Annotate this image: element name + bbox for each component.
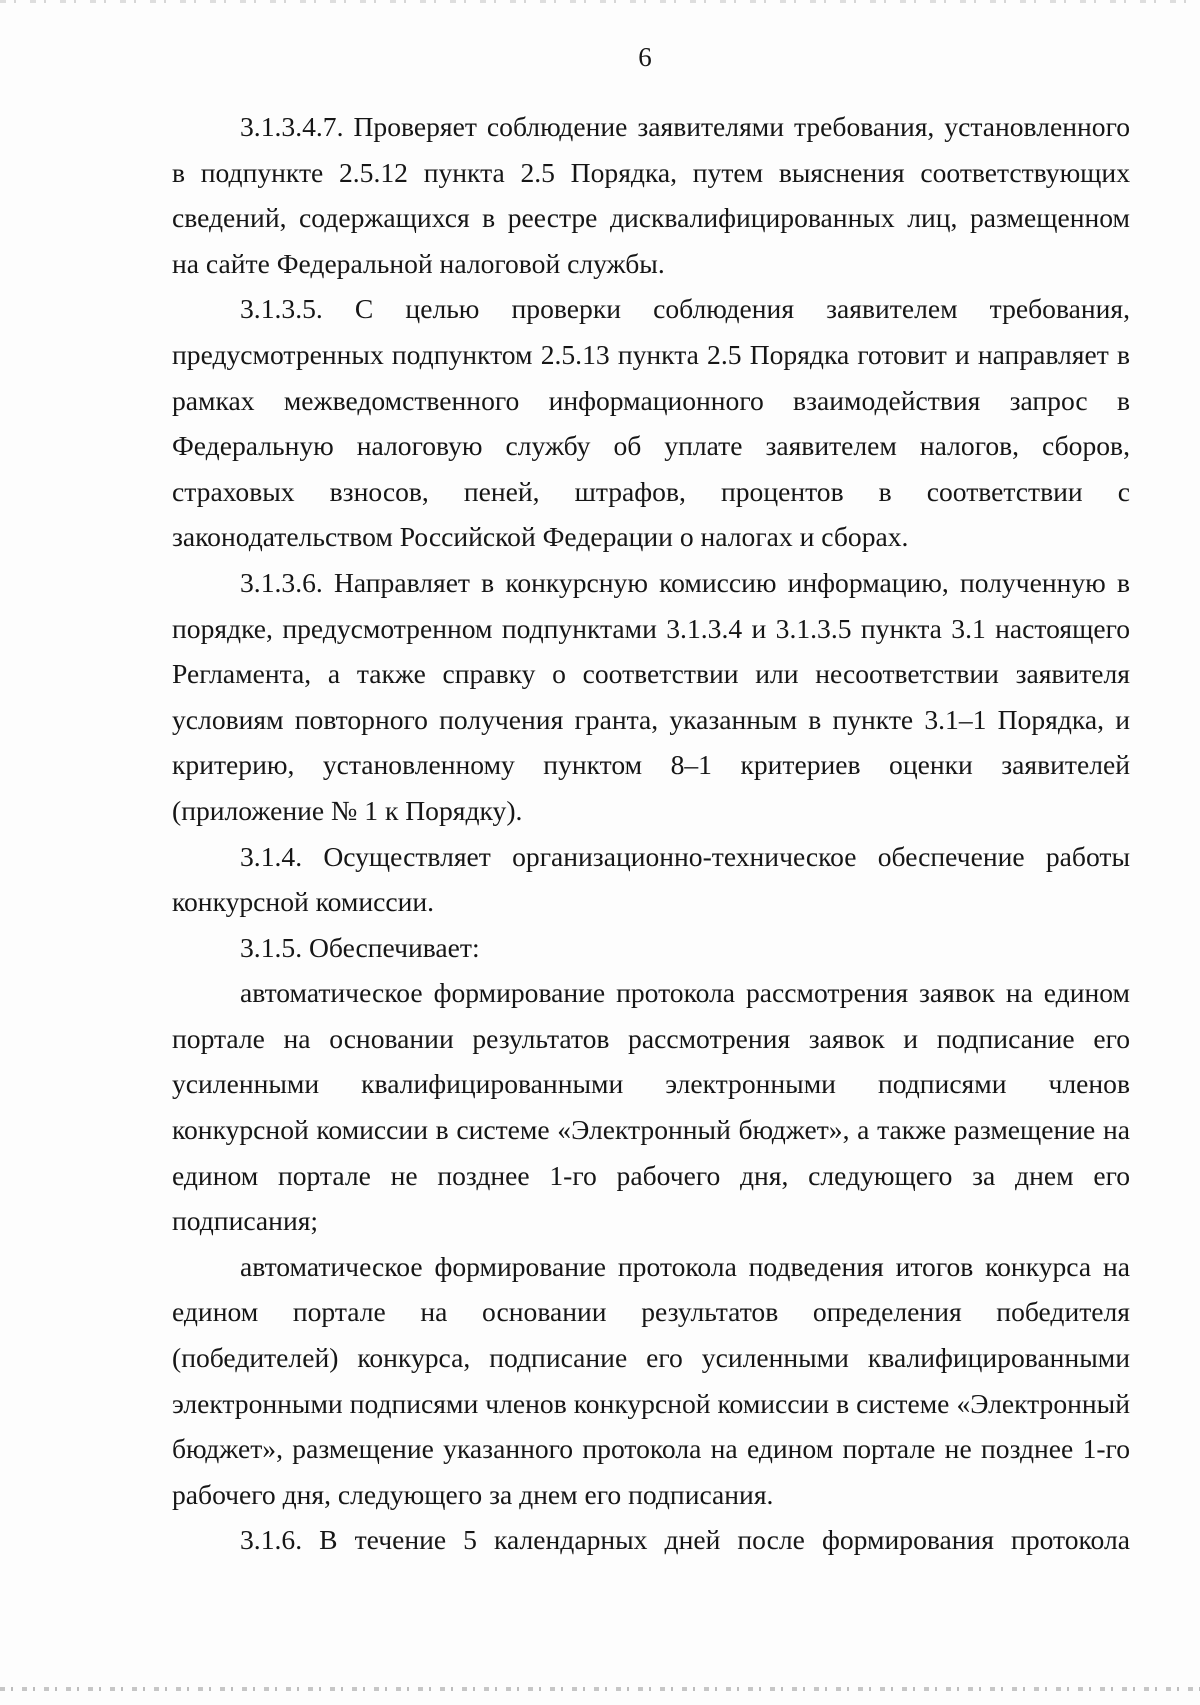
paragraph-results-protocol: автоматическое формирование протокола подведения итогов конкурса на едином портале на основании результатов определения победителя (победителей) конкурса, подписание его усиленными квалифицированными электронными подписями членов конкурсной комиссии в системе «Электронный бюджет», размещение указанного протокола на едином портале не позднее 1-го рабочего дня, следующего за днем его подписания. (172, 1250, 1130, 1510)
document-body (172, 104, 1130, 1563)
paragraph-3-1-3-5: 3.1.3.5. С целью проверки соблюдения заявителем требования, предусмотренных подпунктом 2.5.13 пункта 2.5 Порядка готовит и направляет в рамках межведомственного информационного взаимодействия запрос в Федеральную налоговую службу об уплате заявителем налогов, сборов, страховых взносов, пеней, штрафов, процентов в соответствии с законодательством Российской Федерации о налогах и сборах. (172, 293, 1130, 553)
paragraph-3-1-5: 3.1.5. Обеспечивает: (240, 931, 480, 963)
paragraph-3-1-3-6: 3.1.3.6. Направляет в конкурсную комиссию информацию, полученную в порядке, предусмотренном подпунктами 3.1.3.4 и 3.1.3.5 пункта 3.1 настоящего Регламента, а также справку о соответствии или несоответствии заявителя условиям повторного получения гранта, указанным в пункте 3.1–1 Порядка, и критерию, установленному пунктом 8–1 критериев оценки заявителей (приложение № 1 к Порядку). (172, 566, 1130, 826)
paragraph-3-1-3-4-7: 3.1.3.4.7. Проверяет соблюдение заявителями требования, установленного в подпункте 2.5.12 пункта 2.5 Порядка, путем выяснения соответствующих сведений, содержащихся в реестре дисквалифицированных лиц, размещенном на сайте Федеральной налоговой службы. (172, 111, 1130, 279)
scan-edge-bottom (0, 1687, 1200, 1691)
paragraph-review-protocol: автоматическое формирование протокола рассмотрения заявок на едином портале на основании результатов рассмотрения заявок и подписание его усиленными квалифицированными электронными подписями членов конкурсной комиссии в системе «Электронный бюджет», а также размещение на едином портале не позднее 1-го рабочего дня, следующего за днем его подписания; (172, 977, 1130, 1237)
scan-edge-top (0, 0, 1200, 3)
paragraph-3-1-6: 3.1.6. В течение 5 календарных дней после формирования протокола (240, 1524, 1130, 1556)
paragraph-3-1-4: 3.1.4. Осуществляет организационно-техническое обеспечение работы конкурсной комиссии. (172, 840, 1130, 918)
page-number: 6 (638, 42, 652, 72)
